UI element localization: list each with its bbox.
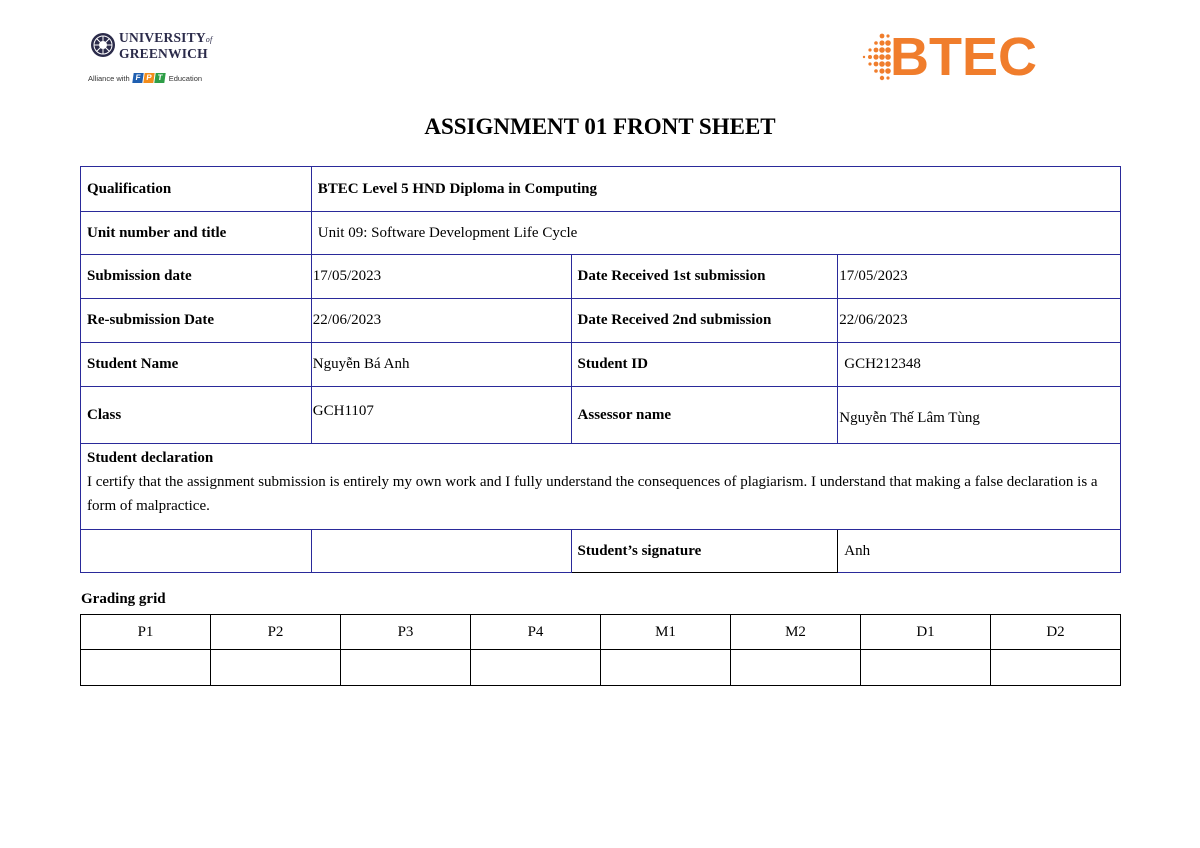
table-row: [81, 387, 1121, 444]
signature-value: Anh: [838, 530, 1121, 573]
resubmission-date-label: Re-submission Date: [81, 299, 312, 343]
student-id-label: Student ID: [571, 343, 838, 387]
grade-header-p4: P4: [471, 615, 601, 650]
class-label: Class: [81, 387, 312, 444]
grading-grid-label: Grading grid: [81, 591, 166, 607]
table-row: [81, 212, 1121, 255]
date-received-1-label: Date Received 1st submission: [571, 255, 838, 299]
table-row: [81, 167, 1121, 212]
declaration-heading: Student declaration: [87, 450, 214, 466]
table-row: [81, 255, 1121, 299]
alliance-line: Alliance with F P T Education: [88, 73, 203, 83]
unit-value: Unit 09: Software Development Life Cycle: [311, 212, 1120, 255]
declaration-text: I certify that the assignment submission is entirely my own work and I fully understand the consequences of plagiarism. I understand that making a false declaration is a form of malpractice.: [87, 474, 1098, 514]
student-id-value: GCH212348: [838, 343, 1121, 387]
grade-header-p1: P1: [81, 615, 211, 650]
grade-cell: [991, 650, 1121, 686]
unit-label: Unit number and title: [81, 212, 312, 255]
table-row: [81, 299, 1121, 343]
page-title: ASSIGNMENT 01 FRONT SHEET: [424, 114, 776, 139]
grade-cell: [731, 650, 861, 686]
assessor-label: Assessor name: [571, 387, 838, 444]
table-row: [81, 343, 1121, 387]
grade-cell: [861, 650, 991, 686]
table-row: [81, 444, 1121, 530]
submission-date-label: Submission date: [81, 255, 312, 299]
student-name-value: Nguyễn Bá Anh: [311, 343, 571, 387]
signature-label: Student’s signature: [571, 530, 838, 573]
qualification-label: Qualification: [81, 167, 312, 212]
grade-cell: [471, 650, 601, 686]
submission-date-value: 17/05/2023: [311, 255, 571, 299]
grade-cell: [341, 650, 471, 686]
fpt-logo: F P T: [133, 73, 166, 83]
grade-cell: [211, 650, 341, 686]
empty-cell: [81, 530, 312, 573]
class-value: GCH1107: [311, 387, 571, 444]
grade-header-d2: D2: [991, 615, 1121, 650]
qualification-value: BTEC Level 5 HND Diploma in Computing: [311, 167, 1120, 212]
student-name-label: Student Name: [81, 343, 312, 387]
date-received-1-value: 17/05/2023: [838, 255, 1121, 299]
btec-wordmark: BTEC: [890, 27, 1037, 87]
grade-header-d1: D1: [861, 615, 991, 650]
grade-cell: [601, 650, 731, 686]
resubmission-date-value: 22/06/2023: [311, 299, 571, 343]
grade-header-p2: P2: [211, 615, 341, 650]
university-name: UNIVERSITYof GREENWICH: [119, 30, 213, 61]
date-received-2-value: 22/06/2023: [838, 299, 1121, 343]
grading-grid-table: [80, 614, 1121, 686]
btec-logo: [858, 28, 1038, 90]
grade-header-p3: P3: [341, 615, 471, 650]
grade-cell: [81, 650, 211, 686]
date-received-2-label: Date Received 2nd submission: [571, 299, 838, 343]
grade-header-m1: M1: [601, 615, 731, 650]
grading-value-row: [81, 650, 1121, 686]
front-sheet-table: [80, 166, 1121, 573]
assessor-value: Nguyễn Thế Lâm Tùng: [838, 387, 1121, 444]
declaration-cell: [81, 444, 1121, 530]
table-row: [81, 530, 1121, 573]
university-seal-icon: [90, 32, 116, 58]
grading-header-row: [81, 615, 1121, 650]
university-of-greenwich-logo: [88, 30, 218, 90]
empty-cell: [311, 530, 571, 573]
grade-header-m2: M2: [731, 615, 861, 650]
